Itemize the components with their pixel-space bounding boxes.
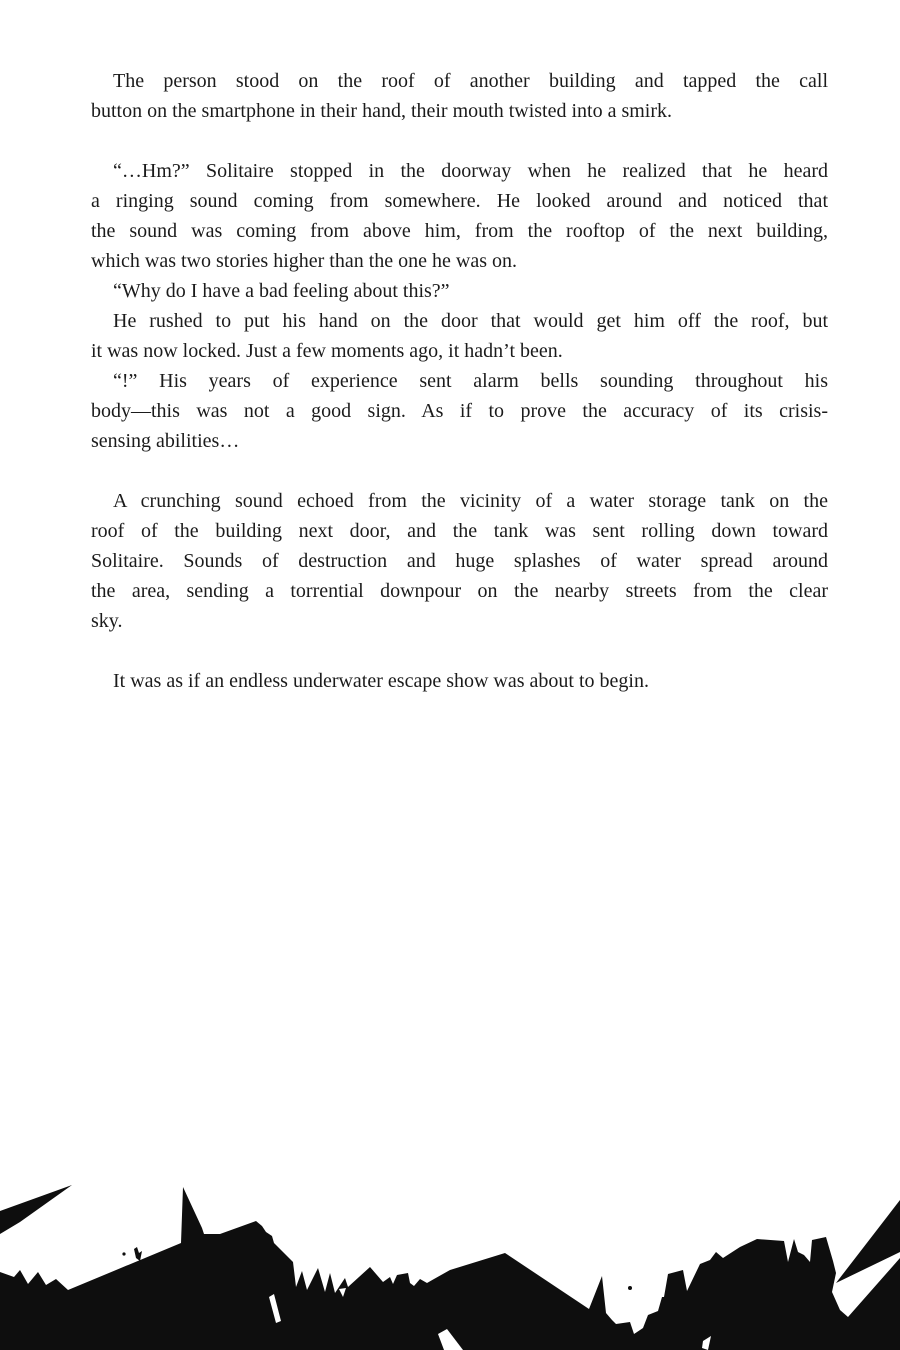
paragraph	[91, 276, 828, 306]
debris-fragment-check	[134, 1247, 142, 1261]
paragraph	[91, 366, 828, 456]
paragraph	[91, 666, 828, 696]
text-line: “…Hm?” Solitaire stopped in the doorway when he realized that he heard	[113, 160, 828, 182]
debris-fragment-dot-left	[122, 1252, 125, 1255]
text-line: He rushed to put his hand on the door that would get him off the roof, but	[113, 310, 828, 332]
text-line: a ringing sound coming from somewhere. He looked around and noticed that	[91, 190, 828, 212]
paragraph	[91, 306, 828, 366]
text-line: “!” His years of experience sent alarm bells sounding throughout his	[113, 370, 828, 392]
text-line: button on the smartphone in their hand, their mouth twisted into a smirk.	[91, 100, 673, 122]
text-block	[91, 66, 828, 696]
text-line: The person stood on the roof of another building and tapped the call	[113, 70, 828, 92]
text-line: sky.	[91, 610, 123, 632]
text-line: Solitaire. Sounds of destruction and huge splashes of water spread around	[91, 550, 828, 572]
debris-fragment-dot-mid	[628, 1286, 632, 1290]
debris-main-mass	[0, 1187, 900, 1350]
text-line: “Why do I have a bad feeling about this?”	[113, 280, 450, 302]
text-line: it was now locked. Just a few moments ago, it hadn’t been.	[91, 340, 563, 362]
text-line: sensing abilities…	[91, 430, 240, 452]
text-line: which was two stories higher than the one he was on.	[91, 250, 518, 272]
text-line: A crunching sound echoed from the vicinity of a water storage tank on the	[113, 490, 828, 512]
text-line: the sound was coming from above him, from the rooftop of the next building,	[91, 220, 828, 242]
debris-left-spike	[0, 1185, 72, 1234]
paragraph	[91, 486, 828, 636]
text-line: roof of the building next door, and the tank was sent rolling down toward	[91, 520, 828, 542]
paragraph	[91, 156, 828, 276]
jagged-debris-silhouette	[0, 1180, 900, 1350]
text-line: body—this was not a good sign. As if to prove the accuracy of its crisis-	[91, 400, 828, 422]
text-line: It was as if an endless underwater escape show was about to begin.	[113, 670, 649, 692]
paragraph	[91, 66, 828, 126]
text-line: the area, sending a torrential downpour on the nearby streets from the clear	[91, 580, 828, 602]
